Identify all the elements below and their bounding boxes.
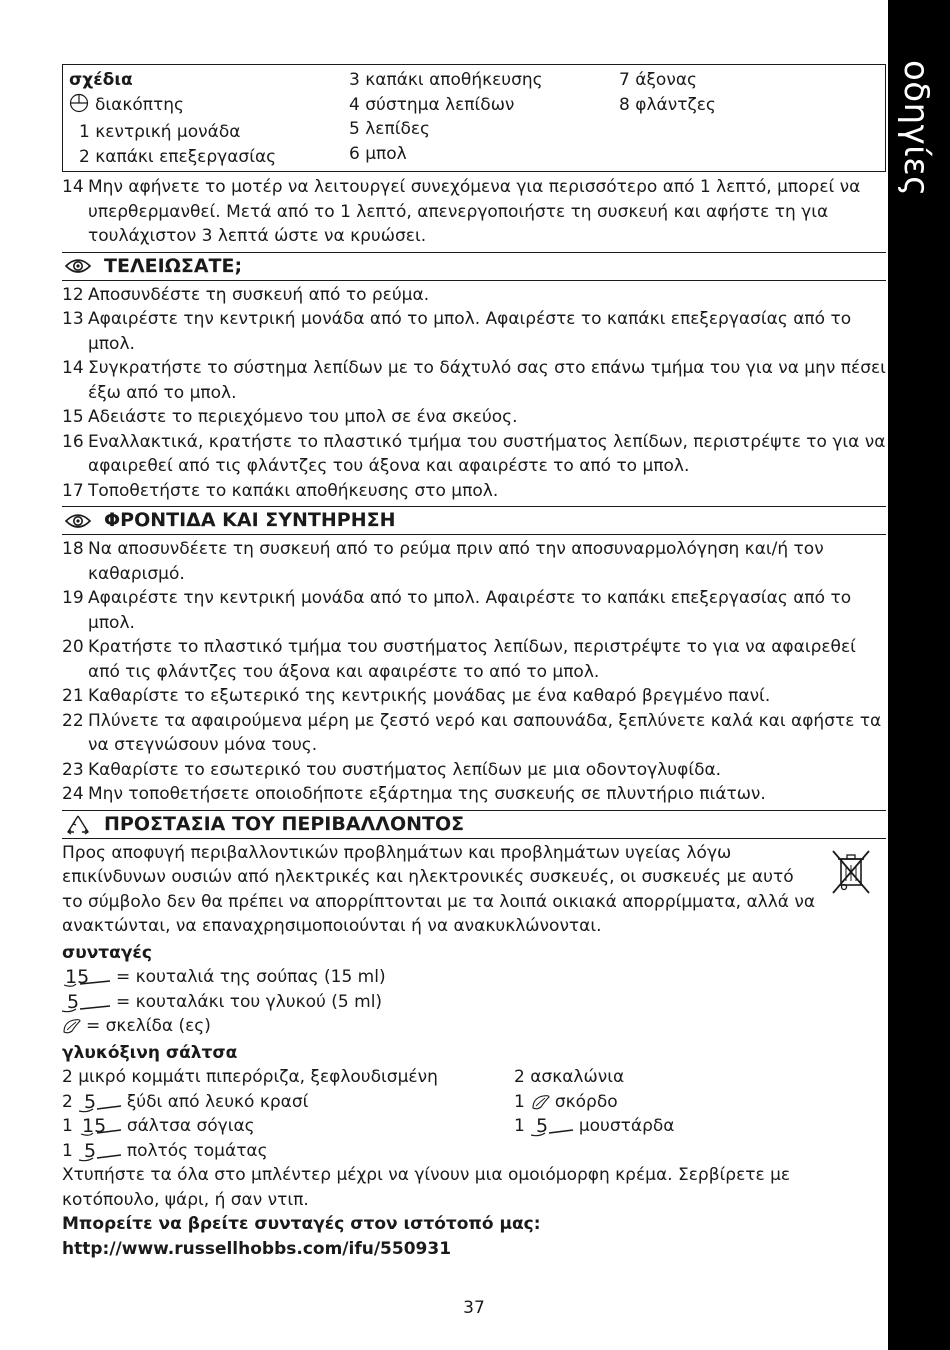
step-text: Τοποθετήστε το καπάκι αποθήκευσης στο μπολ. [88, 480, 499, 501]
step-text: Αφαιρέστε την κεντρική μονάδα από το μπολ. Αφαιρέστε το καπάκι επεξεργασίας από το μπολ. [88, 309, 852, 354]
ingredient-row [62, 1090, 886, 1115]
teaspoon-icon [79, 1140, 123, 1162]
switch-icon [69, 93, 89, 121]
parts-item [349, 68, 619, 93]
step-number: 17 [62, 480, 84, 501]
parts-item-switch [69, 93, 349, 121]
step-item [62, 684, 886, 709]
ingredient-text: σκόρδο [554, 1091, 618, 1112]
step-item [62, 430, 886, 479]
website-line: Μπορείτε να βρείτε συνταγές στον ιστότοπό μας: [62, 1214, 541, 1234]
step-text: Μην αφήνετε το μοτέρ να λειτουργεί συνεχόμενα για περισσότερο από 1 λεπτό, μπορεί να υπερθερμανθεί. Μετά από το 1 λεπτό, απενεργοποιήστε τη συσκευή και αφήστε τη για τουλάχιστον 3 λεπτά ώστε να κρυώσει. [88, 177, 861, 246]
parts-column-1 [69, 68, 349, 169]
tablespoon-number: 15 [81, 1115, 107, 1138]
parts-item-label: λεπίδες [365, 119, 431, 139]
parts-item-num: 3 [349, 70, 360, 90]
garlic-clove-icon [62, 1017, 82, 1035]
step-item [62, 479, 886, 504]
ingredient-text: 2 μικρό κομμάτι πιπερόριζα, ξεφλουδισμένη [62, 1067, 438, 1087]
finished-steps [62, 283, 886, 504]
parts-box [62, 64, 886, 172]
step-number: 16 [62, 431, 84, 452]
parts-item-label: άξονας [635, 70, 698, 90]
step-text: Μην τοποθετήσετε οποιοδήποτε εξάρτημα της συσκευής σε πλυντήριο πιάτων. [88, 784, 766, 804]
legend-text: = κουταλιά της σούπας (15 ml) [116, 967, 386, 987]
ingredient-row [62, 1114, 886, 1139]
step-text: Συγκρατήστε το σύστημα λεπίδων με το δάχτυλό σας στο επάνω τμήμα του για να μην πέσει έξω από το μπολ. [88, 358, 886, 403]
teaspoon-number: 5 [535, 1115, 548, 1138]
step-number: 12 [62, 284, 84, 305]
teaspoon-icon [531, 1115, 575, 1137]
ingredient-qty: 1 [514, 1116, 525, 1136]
page-content [62, 64, 886, 1261]
page-number-wrap [0, 1296, 950, 1321]
step-number: 14 [62, 358, 84, 378]
intro-steps [62, 175, 886, 249]
step-number: 13 [62, 309, 84, 329]
ingredient-left [62, 1114, 514, 1139]
parts-item-num: 6 [349, 143, 360, 164]
recycle-icon [64, 814, 92, 834]
step-text: Αποσυνδέστε τη συσκευή από το ρεύμα. [88, 284, 430, 305]
ingredient-left [62, 1065, 514, 1090]
ingredient-row [62, 1065, 886, 1090]
garlic-clove-icon [531, 1093, 551, 1111]
step-number: 18 [62, 539, 84, 559]
parts-column-2 [349, 68, 619, 169]
step-item [62, 537, 886, 586]
step-number: 15 [62, 407, 84, 427]
step-item [62, 782, 886, 807]
teaspoon-icon [79, 1091, 123, 1113]
step-number: 23 [62, 759, 84, 780]
ingredient-qty: 1 [62, 1140, 73, 1161]
step-text: Πλύνετε τα αφαιρούμενα μέρη με ζεστό νερό και σαπουνάδα, ξεπλύνετε καλά και αφήστε τα να στεγνώσουν μόνα τους. [88, 710, 882, 755]
parts-item [619, 68, 869, 93]
step-item [62, 175, 886, 249]
parts-item [69, 145, 349, 170]
tablespoon-icon [79, 1115, 123, 1137]
legend-garlic [62, 1014, 886, 1039]
section-title: ΦΡΟΝΤΙΔΑ ΚΑΙ ΣΥΝΤΗΡΗΣΗ [104, 509, 396, 531]
parts-item-num: 1 [79, 122, 90, 142]
legend-teaspoon [62, 990, 886, 1015]
step-item [62, 709, 886, 758]
parts-item-label: κεντρική μονάδα [95, 122, 241, 142]
parts-item-num: 7 [619, 70, 630, 90]
step-item [62, 586, 886, 635]
step-text: Αδειάστε το περιεχόμενο του μπολ σε ένα σκεύος. [88, 407, 518, 427]
environment-text: Προς αποφυγή περιβαλλοντικών προβλημάτων και προβλημάτων υγείας λόγω επικίνδυνων ουσιών από ηλεκτρικές και ηλεκτρονικές συσκευές, οι συσκευές με αυτό το σύμβολο δεν θα πρέπει να απορρίπτονται με τα λοιπά οικιακά απορρίμματα, αλλά να ανακτώνται, να επαναχρησιμοποιούνται ή να ανακυκλώνονται. [62, 842, 816, 936]
parts-item-label: σύστημα λεπίδων [365, 94, 515, 115]
parts-item-num: 8 [619, 94, 630, 115]
step-text: Να αποσυνδέετε τη συσκευή από το ρεύμα πριν από την αποσυναρμολόγηση και/ή τον καθαρισμό. [88, 539, 824, 584]
step-item [62, 307, 886, 356]
ingredient-text: ξύδι από λευκό κρασί [126, 1091, 309, 1112]
ingredient-text: μουστάρδα [578, 1116, 675, 1136]
parts-item-label: φλάντζες [635, 94, 716, 115]
eye-icon [64, 511, 92, 531]
environment-row [62, 841, 886, 939]
step-text: Εναλλακτικά, κρατήστε το πλαστικό τμήμα του συστήματος λεπίδων, περιστρέψτε το για να αφαιρεθεί από τις φλάντζες του άξονα και αφαιρέστε το από το μπολ. [88, 431, 886, 476]
side-tab-label: οδηγίες [896, 60, 936, 197]
step-item [62, 356, 886, 405]
section-title: ΠΡΟΣΤΑΣΙΑ ΤΟΥ ΠΕΡΙΒΑΛΛΟΝΤΟΣ [104, 812, 465, 835]
step-text: Καθαρίστε το εσωτερικό του συστήματος λεπίδων με μια οδοντογλυφίδα. [88, 759, 722, 780]
care-steps [62, 537, 886, 807]
parts-item [69, 120, 349, 145]
recipe-title: γλυκόξινη σάλτσα [62, 1042, 238, 1063]
step-item [62, 758, 886, 783]
step-number: 14 [62, 177, 84, 197]
crossed-out-bin-icon [827, 845, 875, 905]
teaspoon-number: 5 [83, 1090, 96, 1113]
step-number: 24 [62, 784, 84, 804]
parts-item-num: 4 [349, 94, 360, 115]
ingredient-right [514, 1114, 675, 1139]
step-number: 19 [62, 588, 84, 608]
parts-item-num: 2 [79, 146, 90, 167]
step-text: Καθαρίστε το εξωτερικό της κεντρικής μονάδας με ένα καθαρό βρεγμένο πανί. [88, 686, 771, 706]
recipe-instructions: Χτυπήστε τα όλα στο μπλέντερ μέχρι να γίνουν μια ομοιόμορφη κρέμα. Σερβίρετε με κοτόπουλο, ψάρι, ή σαν ντιπ. [62, 1165, 791, 1210]
legend-text: = κουταλάκι του γλυκού (5 ml) [116, 991, 383, 1012]
parts-item-label: καπάκι αποθήκευσης [365, 70, 543, 90]
ingredient-qty: 1 [514, 1091, 525, 1112]
ingredient-text: 2 ασκαλώνια [514, 1067, 625, 1087]
parts-item [349, 142, 619, 167]
step-item [62, 635, 886, 684]
section-heading-environment [62, 810, 886, 839]
parts-switch-label: διακόπτης [95, 94, 185, 115]
ingredient-right [514, 1065, 624, 1090]
parts-heading: σχέδια [69, 70, 133, 90]
tablespoon-icon [62, 966, 112, 988]
parts-column-3 [619, 68, 869, 169]
parts-item [349, 93, 619, 118]
parts-item-num: 5 [349, 119, 360, 139]
teaspoon-icon [62, 991, 112, 1013]
teaspoon-number: 5 [83, 1139, 96, 1162]
ingredient-qty: 2 [62, 1091, 73, 1112]
parts-item-label: καπάκι επεξεργασίας [95, 146, 277, 167]
section-heading-care [62, 506, 886, 535]
parts-item [349, 117, 619, 142]
ingredient-left [62, 1090, 514, 1115]
ingredient-qty: 1 [62, 1116, 73, 1136]
teaspoon-number: 5 [67, 990, 80, 1013]
ingredient-row [62, 1139, 886, 1164]
website-url[interactable]: http://www.russellhobbs.com/ifu/550931 [62, 1238, 452, 1259]
ingredient-text: πολτός τομάτας [126, 1140, 268, 1161]
step-number: 22 [62, 710, 84, 731]
step-number: 21 [62, 686, 84, 706]
weee-icon-wrap [816, 841, 886, 939]
parts-item-label: μπολ [365, 143, 407, 164]
step-text: Αφαιρέστε την κεντρική μονάδα από το μπολ. Αφαιρέστε το καπάκι επεξεργασίας από το μπολ. [88, 588, 852, 633]
step-item [62, 283, 886, 308]
page-number: 37 [463, 1298, 485, 1318]
legend-text: = σκελίδα (ες) [86, 1016, 211, 1036]
ingredient-right [514, 1090, 618, 1115]
parts-item [619, 93, 869, 118]
section-title: ΤΕΛΕΙΩΣΑΤΕ; [104, 254, 243, 277]
section-heading-finished [62, 252, 886, 281]
legend-tablespoon [62, 965, 886, 990]
ingredient-left [62, 1139, 514, 1164]
eye-icon [64, 256, 92, 276]
ingredient-text: σάλτσα σόγιας [126, 1116, 255, 1136]
tablespoon-number: 15 [65, 966, 90, 989]
side-tab [888, 0, 950, 1350]
step-item [62, 405, 886, 430]
step-number: 20 [62, 637, 84, 657]
step-text: Κρατήστε το πλαστικό τμήμα του συστήματος λεπίδων, περιστρέψτε το για να αφαιρεθεί από τις φλάντζες του άξονα και αφαιρέστε το από το μπολ. [88, 637, 856, 682]
recipes-heading: συνταγές [62, 942, 152, 963]
